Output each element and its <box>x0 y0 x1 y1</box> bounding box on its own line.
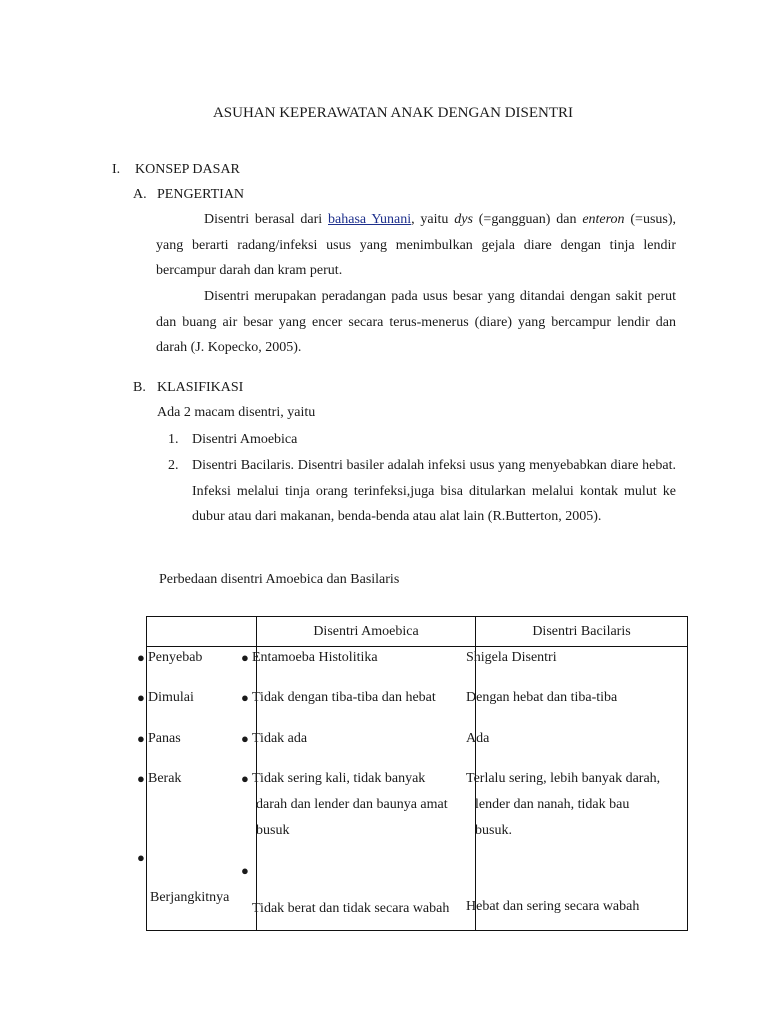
bullet-icon: ● <box>241 863 249 878</box>
cell-amoebica-line: busuk <box>256 823 290 838</box>
paragraph-definition-2 <box>156 284 676 361</box>
section-1-number: I. <box>112 162 121 177</box>
bullet-icon: ● <box>137 650 145 665</box>
row-label-berjangkitnya: Berjangkitnya <box>150 890 230 905</box>
header-cell <box>147 617 257 647</box>
cell-bacilaris: Ada <box>466 731 490 746</box>
row-label-berak: Berak <box>148 771 182 786</box>
list-number: 2. <box>168 458 179 473</box>
cell-amoebica-line: Tidak sering kali, tidak banyak <box>252 771 426 786</box>
classification-intro: Ada 2 macam disentri, yaitu <box>157 405 316 420</box>
bullet-icon: ● <box>137 690 145 705</box>
term-dys: dys <box>454 212 473 227</box>
bullet-icon: ● <box>241 731 249 746</box>
section-1-heading: KONSEP DASAR <box>135 162 240 177</box>
cell-bacilaris: Dengan hebat dan tiba-tiba <box>466 690 618 705</box>
row-label-dimulai: Dimulai <box>148 690 194 705</box>
section-a-number: A. <box>133 187 147 202</box>
cell-amoebica: Tidak dengan tiba-tiba dan hebat <box>252 690 436 705</box>
bullet-icon: ● <box>241 650 249 665</box>
cell-amoebica: Tidak ada <box>252 731 308 746</box>
list-number: 1. <box>168 432 179 447</box>
list-text: Disentri Amoebica <box>192 432 298 447</box>
cell-amoebica-line: darah dan lender dan baunya amat <box>256 797 448 812</box>
bullet-icon: ● <box>137 771 145 786</box>
cell-bacilaris: Shigela Disentri <box>466 650 557 665</box>
cell-bacilaris-line: Terlalu sering, lebih banyak darah, <box>466 771 661 786</box>
para-text: , yaitu <box>411 212 455 227</box>
term-enteron: enteron <box>582 212 625 227</box>
table-header-row <box>147 617 688 647</box>
para-text: Disentri merupakan peradangan pada usus besar yang ditandai dengan sakit perut dan buang air besar yang encer secara terus-menerus (diare) yang bercampur lendir dan darah (J. Kopecko, 2005). <box>156 289 676 355</box>
row-label-penyebab: Penyebab <box>148 650 203 665</box>
cell-bacilaris-line: lender dan nanah, tidak bau <box>475 797 630 812</box>
bahasa-yunani-link[interactable]: bahasa Yunani <box>328 212 412 227</box>
section-a-heading: PENGERTIAN <box>157 187 245 202</box>
section-b-heading: KLASIFIKASI <box>157 380 244 395</box>
list-text: Disentri Bacilaris. Disentri basiler adalah infeksi usus yang menyebabkan diare hebat. Infeksi melalui tinja orang terinfeksi,juga bisa ditularkan melalui kontak mulut ke dubur atau dari makanan, benda-benda atau alat lain (R.Butterton, 2005). <box>192 458 676 524</box>
cell-bacilaris: Hebat dan sering secara wabah <box>466 899 640 914</box>
header-cell: Disentri Amoebica <box>257 617 476 647</box>
para-text: (=gangguan) dan <box>472 212 583 227</box>
page-title: ASUHAN KEPERAWATAN ANAK DENGAN DISENTRI <box>212 105 574 121</box>
cell-amoebica: Entamoeba Histolitika <box>252 650 378 665</box>
para-text: (=usus), yang berarti radang/infeksi usus yang menimbulkan gejala diare dengan tinja lendir bercampur darah dan kram perut. <box>156 212 677 278</box>
para-text: Disentri berasal dari <box>204 212 329 227</box>
header-cell: Disentri Bacilaris <box>476 617 688 647</box>
paragraph-definition-1 <box>156 207 676 284</box>
bullet-icon: ● <box>241 690 249 705</box>
row-label-panas: Panas <box>148 731 181 746</box>
cell-amoebica: Tidak berat dan tidak secara wabah <box>252 901 450 916</box>
cell-bacilaris-line: busuk. <box>475 823 512 838</box>
bullet-icon: ● <box>137 850 145 865</box>
bullet-icon: ● <box>241 771 249 786</box>
section-b-number: B. <box>133 380 146 395</box>
bullet-icon: ● <box>137 731 145 746</box>
table-caption: Perbedaan disentri Amoebica dan Basilaris <box>159 572 400 587</box>
